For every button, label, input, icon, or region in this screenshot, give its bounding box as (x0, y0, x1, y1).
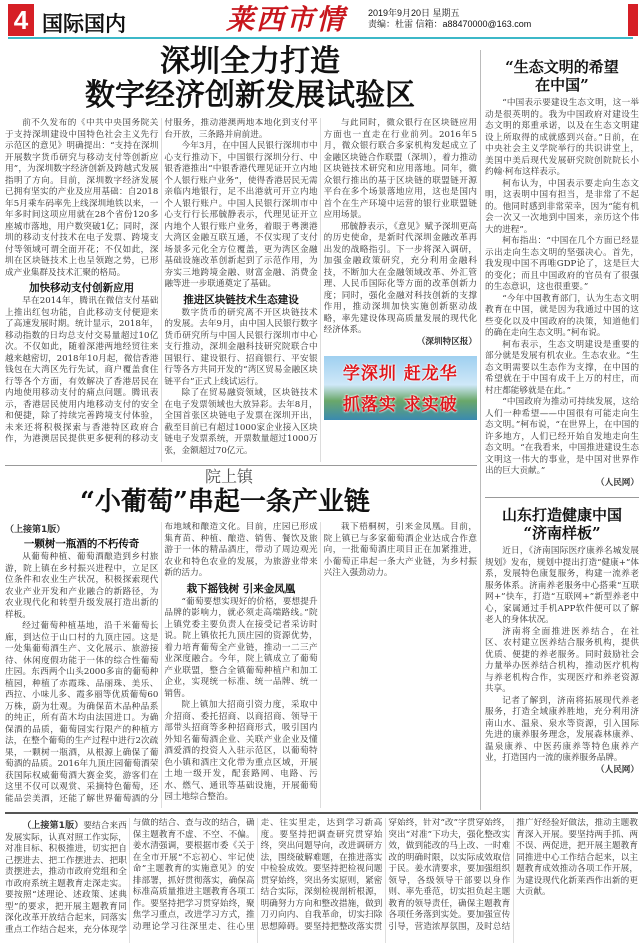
paragraph: 数字货币的研究离不开区块链技术的发展。去年9月，由中国人民银行数字货币研究所与中国人民银行深圳市中心支行推动，深圳金融科技研究院联合中国银行、建设银行、招商银行、平安银行等各方共同开发的“湾区贸易金融区块链平台”正式上线试运行。 (164, 307, 318, 387)
mid-article-headline: “小葡萄”串起一条产业链 (80, 487, 370, 517)
section-title: 国际国内 (42, 12, 126, 36)
paragraph: 柯布认为，中国表示要走向生态文明，这表明中国有担当，是非常了不起的。他同时感到非常荣幸，因为“能有机会一次又一次地到中国来，亲历这个伟大的进程”。 (485, 178, 639, 235)
mid-article-body (5, 522, 477, 808)
headline-line2: 数字经济创新发展试验区 (85, 78, 415, 113)
article-source: （人民网） (596, 764, 639, 775)
header-red-bar (628, 4, 638, 36)
headline-line1: “生态文明的希望 (505, 58, 619, 76)
header-rule (8, 37, 633, 39)
top-article-headline (60, 45, 440, 113)
paragraph: “中国政府为推动可持续发展，这给人们一种希望——中国很有可能走向生态文明。”柯布说，“在世界上，在中国的许多地方，人们已经开始自发地走向生态文明。“在我看来，中国推进建设生态文明这一伟大的事业，是中国对世界作出的巨大贡献。” (485, 397, 639, 476)
headline-line2: “济南样板” (523, 524, 601, 542)
subheading: 推进区块链技术生态建设 (183, 293, 299, 306)
paragraph: “中国表示要建设生态文明，这一举动是很英明的。我为中国政府对建设生态文明的郑重承诺，以及在生态文明建设上所取得的成就感到兴奋。”日前，在中央社会主义学院举行的共识讲堂上，美国中美后现代发展研究院创院院长小约翰·柯布这样表示。 (485, 98, 639, 177)
right-top-headline (485, 58, 639, 94)
bottom-divider (5, 812, 638, 814)
continued-label: （上接第1版） (5, 525, 66, 535)
paragraph: 前不久发布的《中共中央国务院关于支持深圳建设中国特色社会主义先行示范区的意见》明确提出：“支持在深圳开展数字货币研究与移动支付等创新应用”，为深圳数字经济创新及跨越式发展指明了方向。目前，深圳数字经济发展已拥有坚实的产业及应用基础：自2018年5月乘车码率先上线深圳地铁以来，一年多时间这项应用就在28个省份120多座城市落地，用户数突破1亿；同时，深圳的移动支付技术在电子发票、跨境支付等领域可谓全面开花；不仅如此，深圳在区块链技术上也呈领跑之势，已形成产业集群及技术汇聚的格局。 (5, 118, 159, 278)
subheading: 栽下摇钱树 引来金凤凰 (186, 582, 296, 595)
article-source: （深圳特区报） (416, 336, 477, 347)
continued-label: （上接第1版） (22, 821, 84, 831)
paragraph: 早在2014年，腾讯在微信支付基础上推出红包功能，自此移动支付便迎来了高速发展时期。统计显示，2018年，移动指数的日均总支付交易量超过10亿次。不仅如此，随着深港两地经贸往来越来越密切，2018年10月起，微信香港钱包在大湾区先行先试，商户覆盖食住行等各个方面，有效解决了香港居民在内地使用移动支付的痛点问题。腾讯表示，香港居民使用内地移动支付的安全和便捷，除了持续完善跨境支付体验，未来还将积极探索与香港特区政府合作，为港澳居民提供更多便利的移动支付服务，推动港澳两地本地化到支付平台开放，三条路并肩前进。 (5, 118, 318, 444)
paragraph: 邢毓静表示，《意见》赋予深圳更高的历史使命，是新时代深圳金融改革再出发的战略指引。下一步将深入调研，加强金融政策研究，充分利用金融科技，不断加大在金融领域改革、外汇管理、人民币国际化等方面的改革创新力度；同时，强化金融对科技创新的支撑作用，推动深圳加快实施创新驱动战略，率先建设体现高质量发展的现代化经济体系。 (323, 221, 477, 335)
article-source: （人民网） (596, 477, 639, 488)
banner-line2: 抓落实 求实破 (342, 395, 458, 415)
page-number: 4 (8, 4, 34, 36)
paragraph: 从葡萄种植、葡萄酒酿造到乡村旅游，院上镇在乡村振兴进程中，立足区位条件和农业生产状况，积极探索现代农业产业开发和产业融合的新路径，为农业现代化和转型升级发展打造出新的样板。 (5, 552, 159, 620)
issue-meta (368, 8, 531, 30)
slogan-banner-ad[interactable] (324, 356, 477, 420)
paragraph: 柯布指出：“中国在几个方面已经显示出走向生态文明的坚强决心。首先，我发现中国不再唯GDP论了，这是巨大的变化；而且中国政府的官员有了很强的生态意识，这也很重要。” (485, 236, 639, 292)
paragraph: 栽下梧桐树，引来金凤凰。目前，院上镇已与多家葡萄酒企业达成合作意向，一批葡萄酒庄项目正在加紧推进，小葡萄正串起一条大产业链，为乡村振兴注入强劲动力。 (323, 522, 477, 578)
paragraph: 记者了解到，济南将拓展现代养老服务，打造全域康养胜地，充分利用济南山水、温泉、泉水等资源，引入国际先进的康养服务理念，发展森林康养、温泉康养、中医药康养等特色康养产业，打造国内一流的康养服务品牌。 (485, 695, 639, 763)
paragraph: 经过葡萄种植基地，沿千米葡萄长廊，到达位于山口村的九顶庄园。这是一处集葡萄酒生产、文化展示、旅游接待、休闲度假功能于一体的综合性葡萄庄园。东西两个山头2000多亩的葡萄种植园，种植了赤霞珠、品丽珠、美乐、西拉、小味儿多、霞多丽等优质葡萄60万株，蔚为壮观。为确保苗木品种品系的纯正，所有苗木均由法国进口。为确保酒的品质，葡萄园实行限产的种植方法，在整个葡萄的生产过程中进行2次疏果，一颗树一瓶酒，从根源上确保了葡萄酒的品质。2016年九顶庄园葡萄酒荣获国际权威葡萄酒大赛金奖，游客们在这里不仅可以观赏、采摘特色葡萄，还能品尝美酒，还能了解世界葡萄酒的分布地域和酿造文化。目前，庄园已形成集育苗、种植、酿造、销售、餐饮及旅游于一体的精品酒庄，带动了周边观光农业和特色农业的发展，为旅游业带来新的活力。 (5, 522, 318, 804)
section-divider (485, 497, 639, 498)
editor-info: 责编：杜雷 信箱：a88470000@163.com (368, 19, 532, 29)
page-header (8, 4, 638, 38)
headline-line1: 深圳全力打造 (160, 44, 340, 79)
newspaper-logo: 莱西市情 (226, 3, 347, 36)
paragraph: 近日，《济南国际医疗康养名城发展规划》发布，规划中提出打造“健康+”体系，发展特色康复服务，构建一流养老服务体系。济南养老服务中心搭乘“互联网+”快车，打造“互联网+”新型养老中心，家属通过手机APP软件便可以了解老人的身体状况。 (485, 546, 639, 625)
paragraph: 与此同时，微众银行在区块链应用方面也一直走在行业前列。2016年5月，微众银行联合多家机构发起成立了金融区块链合作联盟（深圳），着力推动区块链技术研究和应用落地。同年，微众银行推出的基于区块链的联盟链开源平台在多个场景落地应用，这也是国内首个在生产环境中运营的银行业联盟链应用场景。 (323, 118, 477, 220)
paragraph: 柯布表示，生态文明建设是重要的部分就是发展有机农业。生态农业。“生态文明需要以生态作为支撑，在中国的希望就在于中国有成千上万的村庄，而村庄都能够就是在此。” (485, 339, 639, 396)
section-divider (5, 465, 477, 466)
top-article-body (5, 118, 477, 462)
paragraph: 济南将全面推进医养结合，在社区、农村建立医养结合服务机构，提供优质、便捷的养老服务。同时鼓励社会力量举办医养结合机构，推动医疗机构与养老机构合作，实现医疗和养老资源共享。 (485, 626, 639, 694)
subheading: 一颗树一瓶酒的不朽传奇 (23, 538, 140, 550)
paragraph: 院上镇加大招商引资力度，采取中介招商、委托招商、以商招商、领导干部带头招商等多种招商形式，吸引国内外知名葡萄酒企业、关联产业企业及懂酒爱酒的投资人入驻示范区，以葡萄特色小镇和酒庄文化带为重点区域，开展土地一级开发，配套路网、电路、污水、燃气、通讯等基础设施，开展葡萄园土地综合整治。 (164, 700, 318, 802)
column-divider (480, 50, 481, 810)
bottom-article-body (5, 818, 638, 943)
headline-line1: 山东打造健康中国 (501, 506, 622, 524)
right-column (485, 58, 639, 808)
paragraph: 除了在贸易融资领域，区块链技术在电子发票领域也大放异彩。去年8月，全国首张区块链电子发票在深圳开出，截至目前已有超过1000家企业接入区块链电子发票系统，开票数量超过1000万张，金额超过70亿元。 (164, 388, 318, 456)
right-mid-headline (485, 506, 639, 542)
paragraph: “葡萄要想实现好的价格，要想提升品牌的影响力，就必须走高端路线。”院上镇党委主要负责人在接受记者采访时说。院上镇依托九顶庄园的资源优势，着力培育葡萄全产业链，推动一二三产业深度融合。今年，院上镇成立了葡萄产业联盟，整合全镇葡萄种植户和加工企业，实现统一标准、统一品牌、统一销售。 (164, 596, 318, 699)
headline-line2: 在中国” (535, 76, 589, 94)
subheading: 加快移动支付创新应用 (29, 282, 135, 294)
paragraph: 要结合来西发展实际，认真对照工作实际，对准目标、积极推进，切实把自己摆进去、把工作摆进去、把职责摆进去，推动市政府党组和全市政府系统主题教育走深走实。要按照“述理论、述政策、述典型”的要求，把开展主题教育同深化改革开放结合起来，同落实重点工作结合起来，充分体现学与做的结合、查与改的结合，确保主题教育不虚、不空、不偏。姜水清强调，要根据市委《关于在全市开展“不忘初心、牢记使命”主题教育的实施意见》的安排部署，抓好贯彻落实，确保高标准高质量推进主题教育各项工作。要坚持把学习贯穿始终，聚焦学习重点，改进学习方式，推动理论学习往深里走、往心里走、往实里走，达到学习新高度。要坚持把调查研究贯穿始终，突出问题导向，改进调研方法，围绕破解难题，在推进落实中检验成效。要坚持把检视问题贯穿始终，突出务实原则，紧密结合实际，深刻检视剖析根源，明确努力方向和整改措施，做到刀刃向内、自我革命，切实扫除思想障碍。要坚持把整改落实贯穿始终，针对“改”字贯穿始终，突出“对准”下功夫，强化整改实效，做到能改的马上改、一时难改的明确时限，以实际成效取信于民。姜水清要求，要加强组织领导，各级领导干部要以身作则、率先垂范，切实担负起主题教育的领导责任，确保主题教育各项任务落到实处。要加强宣传引导，营造浓厚氛围，及时总结推广好经验好做法，推动主题教育深入开展。要坚持两手抓、两不误、两促进，把开展主题教育同推进中心工作结合起来，以主题教育成效推动各项工作开展，为建设现代化新莱西作出新的更大贡献。 (5, 818, 638, 935)
paragraph: “今年中国教育部门，认为生态文明教育在中国，就是因为我通过中国的这些变化以及中国政府的决策，知道他们的确在走向生态文明。”柯布说。 (485, 293, 639, 338)
mid-article-kicker: 院上镇 (205, 467, 254, 486)
issue-date: 2019年9月20日 星期五 (368, 8, 460, 18)
banner-line1: 学深圳 赶龙华 (342, 364, 458, 384)
paragraph: 今年3月，在中国人民银行深圳市中心支行推动下，中国银行深圳分行、中银香港推出“中银香港代理见证开立内地个人银行账户业务”，使得香港居民无需亲临内地银行，足不出港就可开立内地个人银行账户。中国人民银行深圳市中心支行行长邢毓静表示，代理见证开立内地个人银行账户业务，着眼于粤澳港大湾区金融互联互通，不仅实现了支付场景多元化全方位覆盖，更为湾区金融基础设施改革创新起到了示范作用，为夯实三地跨境金融、财富金融、消费金融等进一步联通奠定了基础。 (164, 141, 318, 289)
